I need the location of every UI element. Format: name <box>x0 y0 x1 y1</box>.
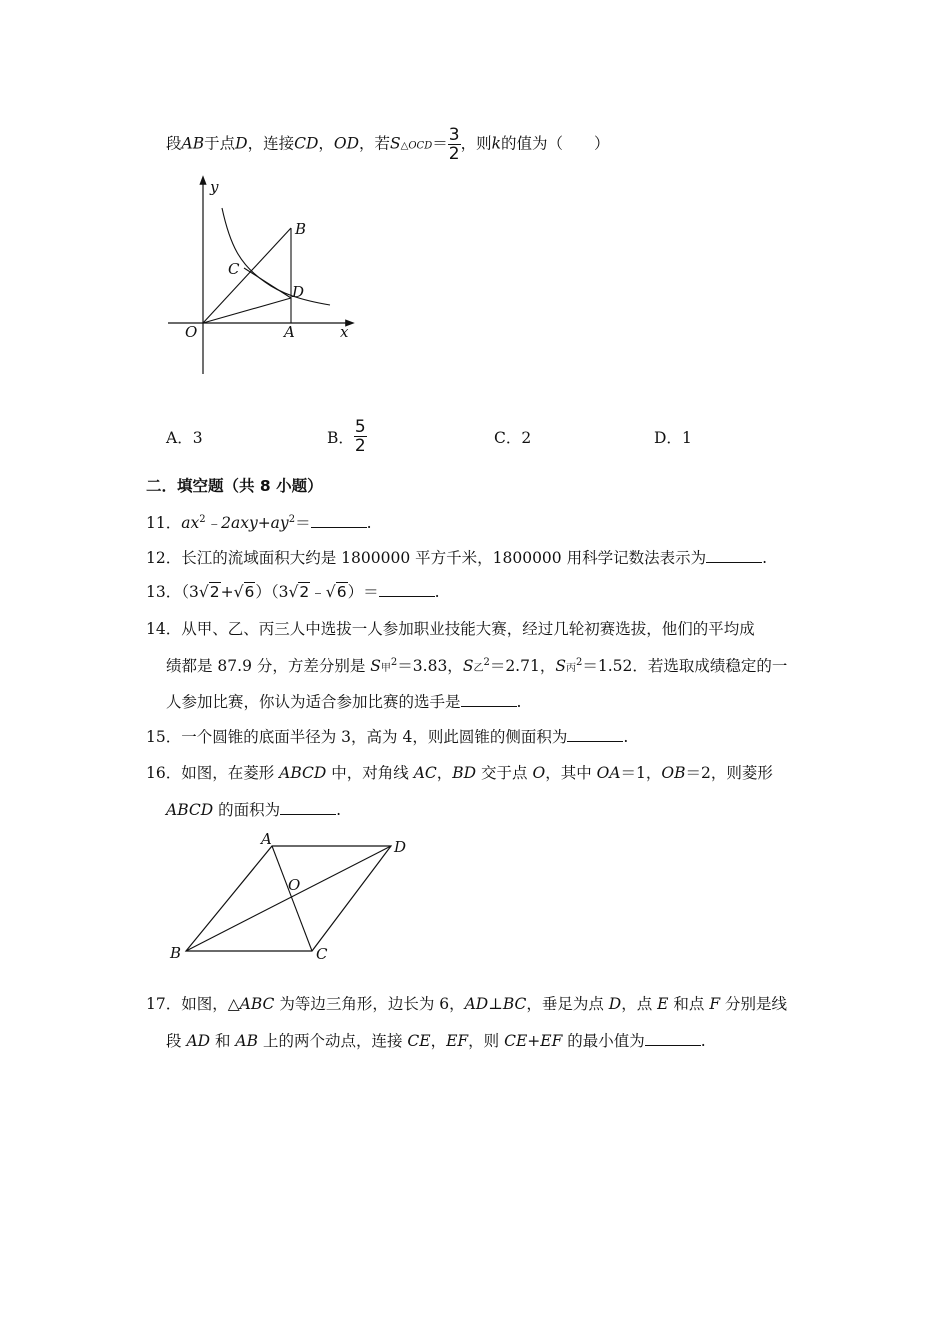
segment-ob <box>203 228 291 323</box>
question-14-line1: 14．从甲、乙、丙三人中选拔一人参加职业技能大赛，经过几轮初赛选拔，他们的平均成 <box>146 620 755 638</box>
label-o: O <box>185 323 198 341</box>
question-13: 13．（3√2+√6）（3√2﹣√6）＝ . <box>146 583 440 601</box>
diagonal-ac <box>272 846 312 951</box>
question-12: 12．长江的流域面积大约是 1800000 平方千米，1800000 用科学记数法表示为 . <box>146 549 768 567</box>
section-heading: 二．填空题（共 8 小题） <box>146 477 323 495</box>
rhombus-figure <box>160 828 420 968</box>
label-b: B <box>295 220 307 238</box>
hyperbola-curve <box>222 208 330 305</box>
question-15: 15．一个圆锥的底面半径为 3，高为 4，则此圆锥的侧面积为 . <box>146 728 629 746</box>
question-16-line2: ABCD 的面积为 . <box>166 801 342 819</box>
answer-blank[interactable] <box>706 548 762 563</box>
fraction-3-2: $\frac{3}{2}$ <box>448 125 460 164</box>
q10-text-line: 段AB于点D，连接CD，OD，若S△OCD＝ $\frac{3}{2}$ ，则k的值为（ ） <box>166 125 610 164</box>
label-c: C <box>316 945 328 963</box>
label-c: C <box>228 260 240 278</box>
question-11: 11．$ax^2﹣2axy+ay^2=$ . <box>146 513 372 532</box>
answer-blank[interactable] <box>379 582 435 597</box>
sqrt-2: √2 <box>198 583 220 601</box>
answer-blank[interactable] <box>461 692 517 707</box>
label-b: B <box>170 944 182 962</box>
option-d[interactable]: D．1 <box>654 429 692 447</box>
sqrt-6: √6 <box>233 583 255 601</box>
answer-blank[interactable] <box>280 800 336 815</box>
diagonal-bd <box>186 846 391 951</box>
option-a[interactable]: A．3 <box>166 429 203 447</box>
option-b[interactable]: B． $\frac{5}{2}$ <box>327 417 366 456</box>
label-d: D <box>394 838 407 856</box>
label-a: A <box>284 323 295 341</box>
segment-cd <box>244 268 291 298</box>
label-a: A <box>261 830 272 848</box>
label-o: O <box>288 876 301 894</box>
label-x: x <box>340 323 349 341</box>
question-17-line2: 段 AD 和 AB 上的两个动点，连接 CE，EF，则 CE+EF 的最小值为 . <box>166 1032 706 1050</box>
question-16-line1: 16．如图，在菱形 ABCD 中，对角线 AC，BD 交于点 O，其中 OA＝1，OB＝2，则菱形 <box>146 764 773 782</box>
question-14-line2: 绩都是 87.9 分，方差分别是 S甲$^2$＝3.83，S乙$^2$＝2.71，S丙$^2$＝1.52．若选取成绩稳定的一 <box>166 656 788 675</box>
answer-blank[interactable] <box>311 513 367 528</box>
label-y: y <box>210 178 219 196</box>
sqrt-2: √2 <box>288 583 310 601</box>
sqrt-6: √6 <box>325 583 347 601</box>
answer-blank[interactable] <box>645 1031 701 1046</box>
question-14-line3: 人参加比赛，你认为适合参加比赛的选手是 . <box>166 693 522 711</box>
label-d: D <box>292 283 305 301</box>
fraction-5-2: $\frac{5}{2}$ <box>354 417 366 456</box>
option-c[interactable]: C．2 <box>494 429 532 447</box>
q10-graph <box>160 170 360 380</box>
answer-blank[interactable] <box>567 727 623 742</box>
question-17-line1: 17．如图，△ABC 为等边三角形，边长为 6，AD⊥BC，垂足为点 D，点 E 和点 F 分别是线 <box>146 995 788 1013</box>
segment-od <box>203 298 291 323</box>
